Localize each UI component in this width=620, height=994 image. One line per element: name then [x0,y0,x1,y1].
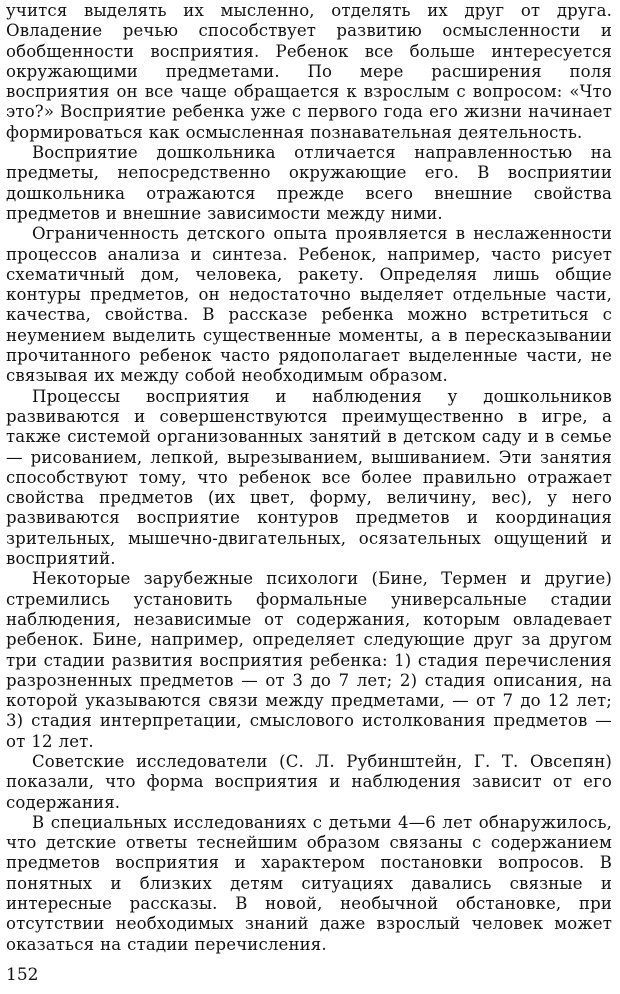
paragraph-2: Восприятие дошкольника отличается направленностью на предметы, непосредственно окружающие его. В восприятии дошкольника отражаются прежде всего внешние свойства предметов и внешние зависимости между ними. [6,143,612,223]
paragraph-1: учится выделять их мысленно, отделять их друг от друга. Овладение речью способствует развитию осмысленности и обобщенности восприятия. Ребенок все больше интересуется окружающими предметами. По мере расширения поля восприятия он все чаще обращается к взрослым с вопросом: «Что это?» Восприятие ребенка уже с первого года его жизни начинает формироваться как осмысленная познавательная деятельность. [6,1,612,142]
body-text [6,1,612,955]
page-number: 152 [6,965,39,985]
paragraph-3: Ограниченность детского опыта проявляется в неслаженности процессов анализа и синтеза. Ребенок, например, часто рисует схематичный дом, человека, ракету. Определяя лишь общие контуры предметов, он недостаточно выделяет отдельные части, качества, свойства. В рассказе ребенка можно встретиться с неумением выделить существенные моменты, а в пересказывании прочитанного ребенок часто рядополагает выделенные части, не связывая их между собой необходимым образом. [6,224,612,386]
paragraph-6: Советские исследователи (С. Л. Рубинштейн, Г. Т. Овсепян) показали, что форма восприятия и наблюдения зависит от его содержания. [6,751,612,812]
paragraph-5: Некоторые зарубежные психологи (Бине, Термен и другие) стремились установить формальные универсальные стадии наблюдения, независимые от содержания, которым овладевает ребенок. Бине, например, определяет следующие друг за другом три стадии развития восприятия ребенка: 1) стадия перечисления разрозненных предметов — от 3 до 7 лет; 2) стадия описания, на которой указываются связи между предметами, — от 7 до 12 лет; 3) стадия интерпретации, смыслового истолкования предметов — от 12 лет. [6,569,612,751]
paragraph-7: В специальных исследованиях с детьми 4—6 лет обнаружилось, что детские ответы теснейшим образом связаны с содержанием предметов восприятия и характером постановки вопросов. В понятных и близких детям ситуациях давались связные и интересные рассказы. В новой, необычной обстановке, при отсутствии необходимых знаний даже взрослый человек может оказаться на стадии перечисления. [6,812,612,954]
paragraph-4: Процессы восприятия и наблюдения у дошкольников развиваются и совершенствуются преимущественно в игре, а также системой организованных занятий в детском саду и в семье — рисованием, лепкой, вырезыванием, вышиванием. Эти занятия способствуют тому, что ребенок все более правильно отражает свойства предметов (их цвет, форму, величину, вес), у него развиваются восприятие контуров предметов и координация зрительных, мышечно-двигательных, осязательных ощущений и восприятий. [6,386,612,569]
